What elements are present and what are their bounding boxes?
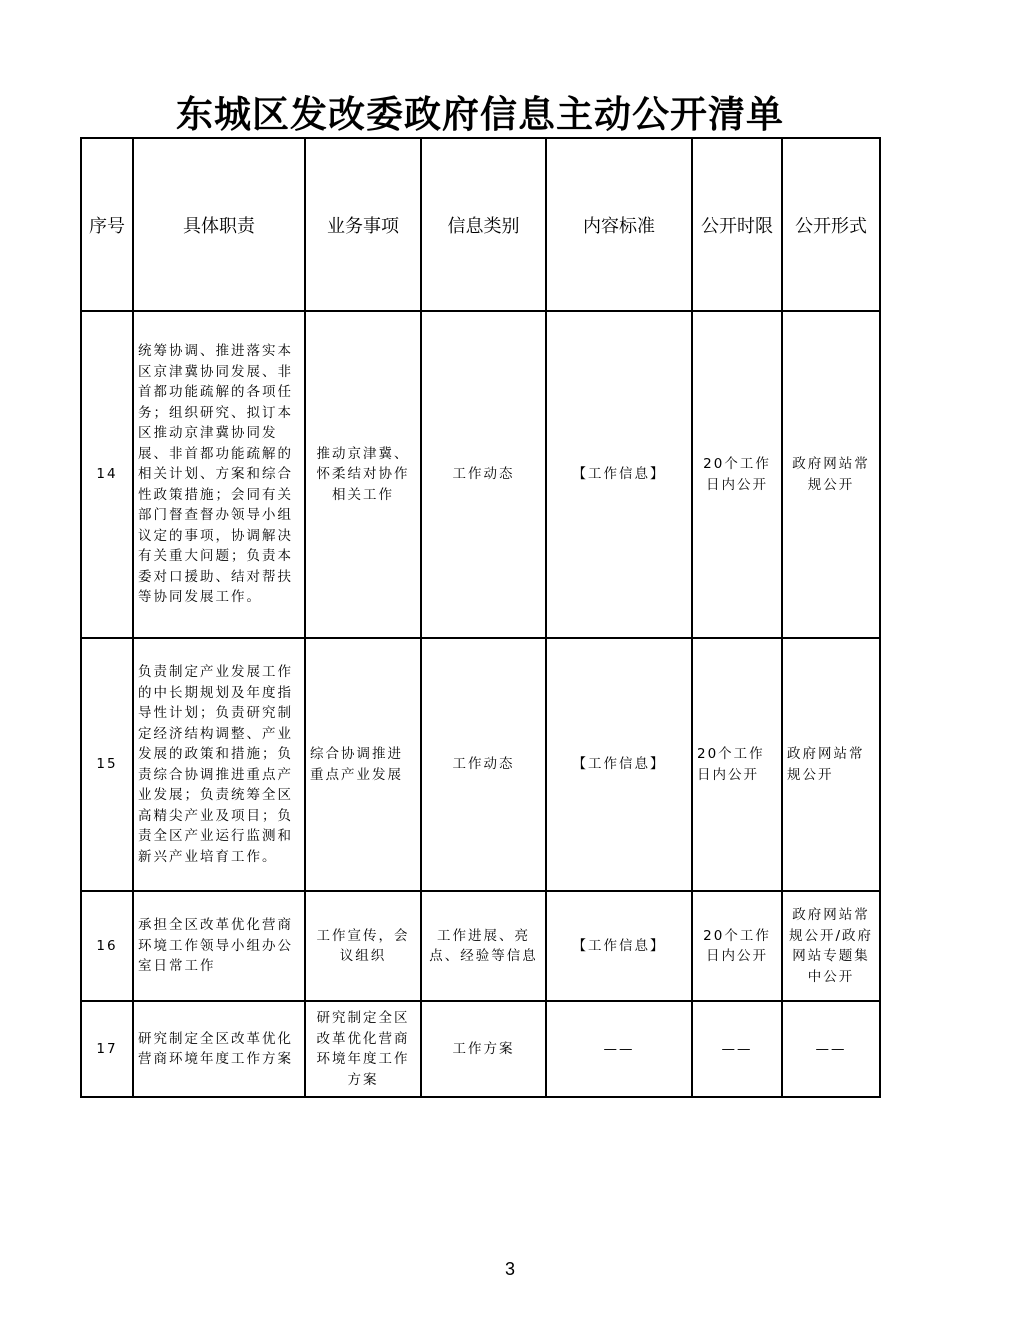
row-category: 工作方案 bbox=[421, 1001, 546, 1097]
row-duty: 负责制定产业发展工作的中长期规划及年度指导性计划；负责研究制定经济结构调整、产业发展的政策和措施；负责综合协调推进重点产业发展；负责统筹全区高精尖产业及项目；负责全区产业运行监测和新兴产业培育工作。 bbox=[133, 638, 305, 891]
row-form: —— bbox=[782, 1001, 880, 1097]
row-category: 工作动态 bbox=[421, 638, 546, 891]
disclosure-table bbox=[80, 137, 881, 1098]
row-item: 工作宣传，会议组织 bbox=[305, 891, 421, 1001]
row-standard: 【工作信息】 bbox=[546, 311, 692, 638]
page-number: 3 bbox=[504, 1259, 515, 1279]
table-row bbox=[81, 311, 880, 638]
row-seq: 16 bbox=[81, 891, 133, 1001]
row-item: 研究制定全区改革优化营商环境年度工作方案 bbox=[305, 1001, 421, 1097]
header-standard: 内容标准 bbox=[546, 138, 692, 311]
row-standard: 【工作信息】 bbox=[546, 891, 692, 1001]
header-duty: 具体职责 bbox=[133, 138, 305, 311]
row-time-limit: —— bbox=[692, 1001, 782, 1097]
row-time-limit: 20个工作日内公开 bbox=[692, 638, 782, 891]
row-category: 工作进展、亮点、经验等信息 bbox=[421, 891, 546, 1001]
row-form: 政府网站常规公开/政府网站专题集中公开 bbox=[782, 891, 880, 1001]
table-row bbox=[81, 1001, 880, 1097]
row-item: 综合协调推进重点产业发展 bbox=[305, 638, 421, 891]
row-seq: 15 bbox=[81, 638, 133, 891]
row-form: 政府网站常规公开 bbox=[782, 638, 880, 891]
row-seq: 17 bbox=[81, 1001, 133, 1097]
row-standard: —— bbox=[546, 1001, 692, 1097]
header-item: 业务事项 bbox=[305, 138, 421, 311]
row-item: 推动京津冀、怀柔结对协作相关工作 bbox=[305, 311, 421, 638]
header-time-limit: 公开时限 bbox=[692, 138, 782, 311]
header-seq: 序号 bbox=[81, 138, 133, 311]
header-category: 信息类别 bbox=[421, 138, 546, 311]
row-standard: 【工作信息】 bbox=[546, 638, 692, 891]
row-seq: 14 bbox=[81, 311, 133, 638]
row-duty: 承担全区改革优化营商环境工作领导小组办公室日常工作 bbox=[133, 891, 305, 1001]
row-time-limit: 20个工作日内公开 bbox=[692, 891, 782, 1001]
row-time-limit: 20个工作日内公开 bbox=[692, 311, 782, 638]
row-duty: 统筹协调、推进落实本区京津冀协同发展、非首都功能疏解的各项任务；组织研究、拟订本区推动京津冀协同发展、非首都功能疏解的相关计划、方案和综合性政策措施；会同有关部门督查督办领导小组议定的事项，协调解决有关重大问题；负责本委对口援助、结对帮扶等协同发展工作。 bbox=[133, 311, 305, 638]
page-title: 东城区发改委政府信息主动公开清单 bbox=[176, 92, 784, 136]
header-form: 公开形式 bbox=[782, 138, 880, 311]
row-duty: 研究制定全区改革优化营商环境年度工作方案 bbox=[133, 1001, 305, 1097]
header-row bbox=[81, 138, 880, 311]
table-row bbox=[81, 638, 880, 891]
row-form: 政府网站常规公开 bbox=[782, 311, 880, 638]
row-category: 工作动态 bbox=[421, 311, 546, 638]
table-row bbox=[81, 891, 880, 1001]
